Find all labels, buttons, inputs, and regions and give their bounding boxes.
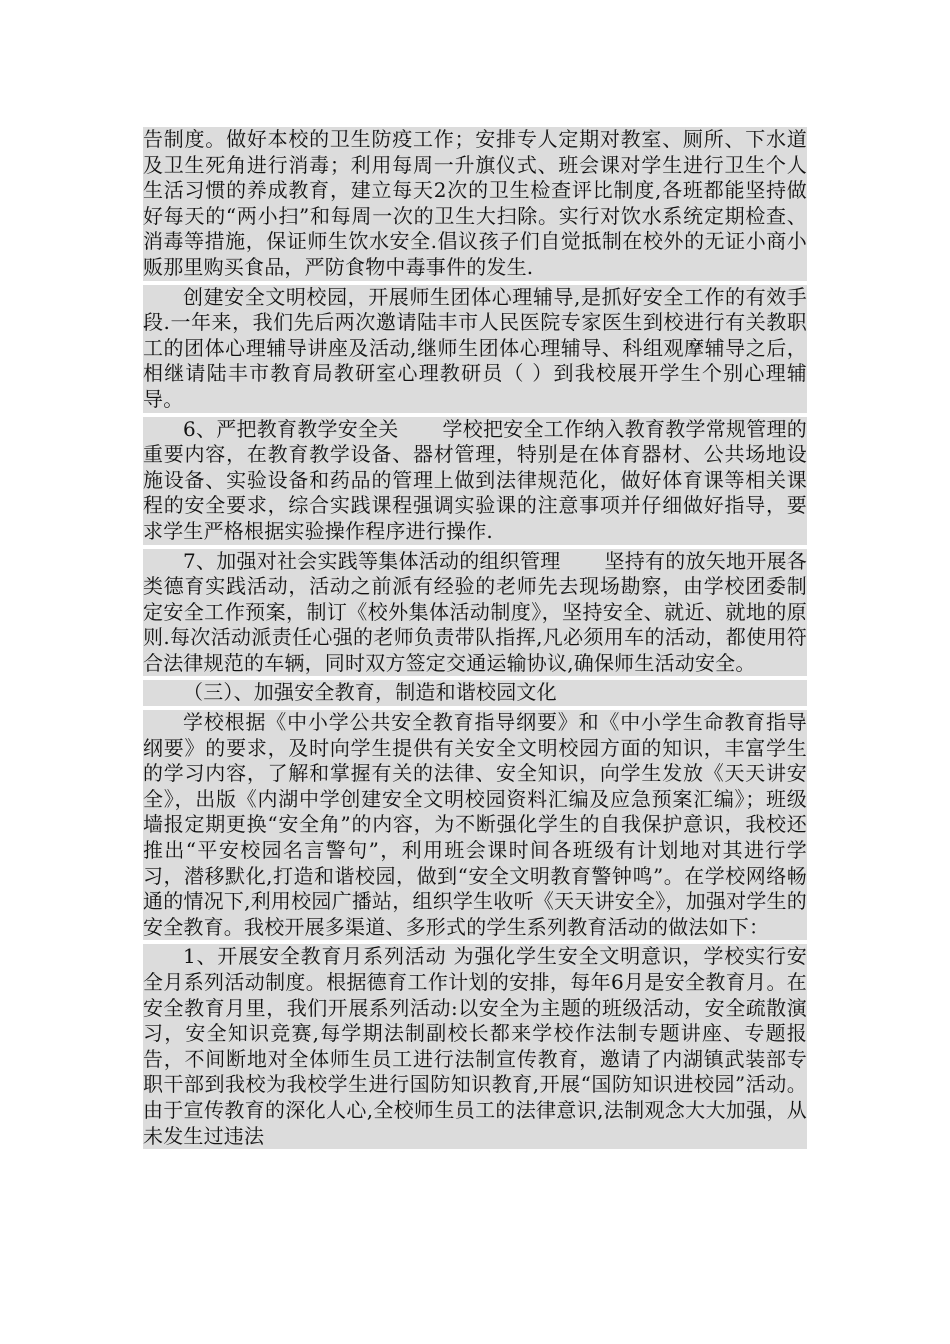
paragraph-text: 告制度。做好本校的卫生防疫工作；安排专人定期对教室、厕所、下水道及卫生死角进行消毒；利用每周一升旗仪式、班会课对学生进行卫生个人生活习惯的养成教育，建立每天2次的卫生检查评比制度,各班都能坚持做好每天的“两小扫”和每周一次的卫生大扫除。实行对饮水系统定期检查、消毒等措施，保证师生饮水安全.倡议孩子们自觉抵制在校外的无证小商小贩那里购买食品，严防食物中毒事件的发生.: [143, 127, 807, 279]
paragraph-social-practice: [143, 549, 807, 677]
paragraph-heading: 1、开展安全教育月系列活动: [183, 944, 447, 969]
document-body: [143, 127, 807, 1153]
paragraph-text: 创建安全文明校园，开展师生团体心理辅导,是抓好安全工作的有效手段.一年来，我们先后两次邀请陆丰市人民医院专家医生到校进行有关教职工的团体心理辅导讲座及活动,继师生团体心理辅导、科组观摩辅导之后，相继请陆丰市教育局教研室心理教研员（ ）到我校展开学生个别心理辅导。: [143, 284, 807, 411]
paragraph-safety-education: [143, 710, 807, 940]
paragraph-heading: 6、严把教育教学安全关: [183, 416, 399, 441]
paragraph-psych-counseling: [143, 285, 807, 413]
paragraph-text: （三）、加强安全教育，制造和谐校园文化: [183, 680, 557, 705]
paragraph-teaching-safety: [143, 417, 807, 545]
heading-space: [446, 944, 453, 968]
section-heading: [143, 680, 807, 706]
paragraph-text: 学校根据《中小学公共安全教育指导纲要》和《中小学生命教育指导纲要》的要求，及时向学生提供有关安全文明校园方面的知识，丰富学生的学习内容，了解和掌握有关的法律、安全知识，向学生发放《天天讲安全》，出版《内湖中学创建安全文明校园资料汇编及应急预案汇编》；班级墙报定期更换“安全角”的内容，为不断强化学生的自我保护意识，我校还推出“平安校园名言警句”，利用班会课时间各班级有计划地对其进行学习，潜移默化,打造和谐校园，做到“安全文明教育警钟鸣”。在学校网络畅通的情况下,利用校园广播站，组织学生收听《天天讲安全》，加强对学生的安全教育。我校开展多渠道、多形式的学生系列教育活动的做法如下：: [143, 710, 807, 939]
paragraph-text: 为强化学生安全文明意识，学校实行安全月系列活动制度。根据德育工作计划的安排，每年6月是安全教育月。在安全教育月里，我们开展系列活动:以安全为主题的班级活动，安全疏散演习，安全知识竞赛,每学期法制副校长都来学校作法制专题讲座、专题报告，不间断地对全体师生员工进行法制宣传教育，邀请了内湖镇武装部专职干部到我校为我校学生进行国防知识教育,开展“国防知识进校园”活动。由于宣传教育的深化人心,全校师生员工的法律意识,法制观念大大加强，从未发生过违法: [143, 944, 807, 1148]
paragraph-text: 坚持有的放矢地开展各类德育实践活动，活动之前派有经验的老师先去现场勘察，由学校团委制定安全工作预案，制订《校外集体活动制度》，坚持安全、就近、就地的原则.每次活动派责任心强的老师负责带队指挥,凡必须用车的活动，都使用符合法律规范的车辆，同时双方签定交通运输协议,确保师生活动安全。: [143, 548, 808, 675]
paragraph-text: 学校把安全工作纳入教育教学常规管理的重要内容，在教育教学设备、器材管理，特别是在体育器材、公共场地设施设备、实验设备和药品的管理上做到法律规范化，做好体育课等相关课程的安全要求，综合实践课程强调实验课的注意事项并仔细做好指导，要求学生严格根据实验操作程序进行操作.: [143, 416, 807, 543]
paragraph-heading: 7、加强对社会实践等集体活动的组织管理: [183, 548, 561, 573]
paragraph-hygiene: [143, 127, 807, 281]
paragraph-safety-month: [143, 944, 807, 1149]
